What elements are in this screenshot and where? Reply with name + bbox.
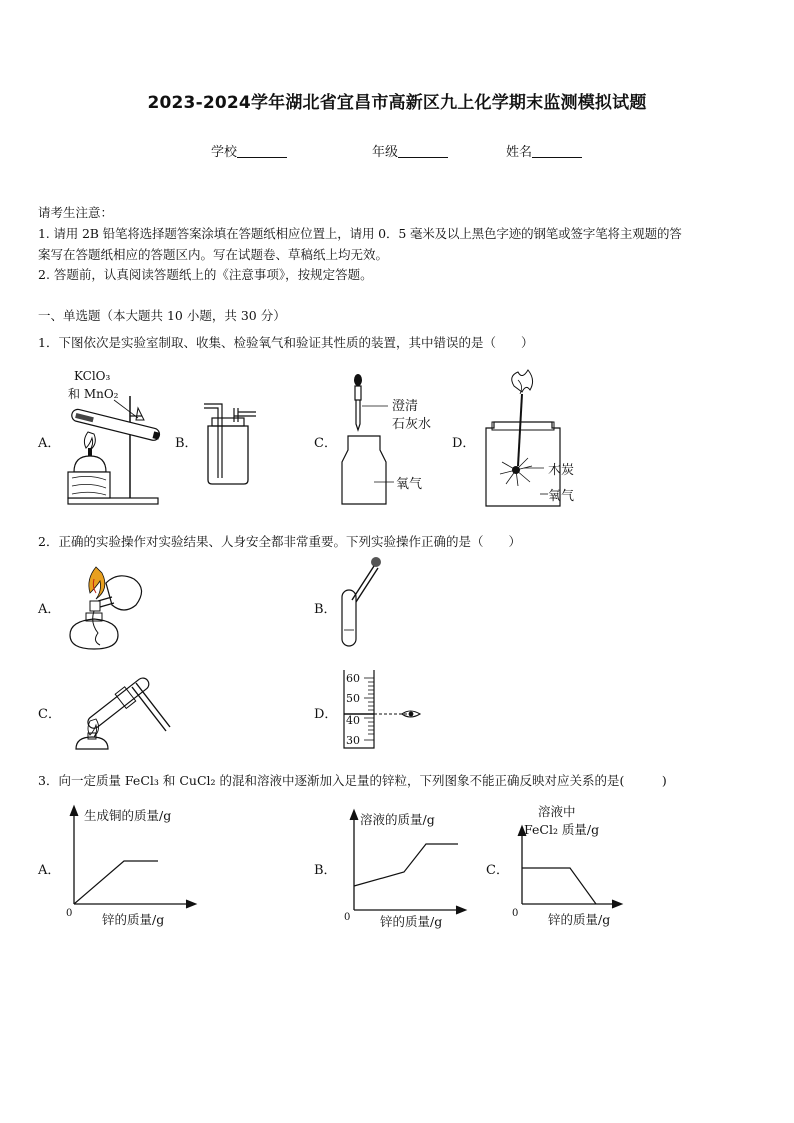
q2-d-tick-50: 50: [346, 692, 360, 705]
q3-b-curve: [354, 844, 458, 886]
q3-a-xlabel: 锌的质量/g: [102, 912, 165, 927]
q1-d-label-2: 氧气: [548, 489, 575, 504]
q2-b-dropper-tube-figure: [336, 556, 386, 656]
q1-c-label-3: 氧气: [396, 477, 423, 492]
q1-option-c[interactable]: C．: [314, 436, 337, 451]
q1-option-d[interactable]: D．: [452, 436, 476, 451]
section-heading: 一、单选题（本大题共 10 小题，共 30 分）: [38, 308, 286, 323]
q3-b-origin: 0: [344, 912, 351, 923]
q3-a-curve: [74, 861, 158, 904]
y-axis-arrow-icon: [70, 806, 78, 816]
q1-c-label-2: 石灰水: [392, 417, 432, 432]
x-axis-arrow-icon: [456, 906, 466, 914]
school-label: 学校: [211, 145, 238, 160]
q3-option-b[interactable]: B．: [314, 863, 337, 878]
page-title: 2023-2024学年湖北省宜昌市高新区九上化学期末监测模拟试题: [147, 93, 647, 113]
q1-option-a[interactable]: A．: [38, 436, 61, 451]
name-label: 姓名: [506, 145, 533, 160]
notice-line-1: 1. 请用 2B 铅笔将选择题答案涂填在答题纸相应位置上，请用 0．5 毫米及以上黑色字迹的钢笔或签字笔将主观题的答: [38, 226, 682, 241]
q3-c-xlabel: 锌的质量/g: [548, 912, 611, 927]
x-axis-arrow-icon: [612, 900, 622, 908]
grade-label: 年级: [372, 145, 399, 160]
school-field[interactable]: [211, 141, 287, 160]
q2-d-graduated-cylinder-figure: [340, 668, 430, 752]
q2-option-d[interactable]: D．: [314, 707, 338, 722]
q3-c-origin: 0: [512, 908, 519, 919]
q3-c-curve: [522, 868, 596, 904]
notice-line-2: 案写在答题纸相应的答题区内。写在试题卷、草稿纸上均无效。: [38, 247, 389, 262]
school-blank[interactable]: [237, 144, 287, 158]
q3-b-solution-mass-graph: [342, 806, 472, 934]
grade-blank[interactable]: [398, 144, 448, 158]
q1-b-collecting-bottle-figure: [198, 398, 258, 488]
q3-c-fecl2-mass-graph: [510, 800, 630, 930]
q2-option-b[interactable]: B．: [314, 602, 337, 617]
q1-d-label-1: 木炭: [548, 463, 575, 478]
q1-option-b[interactable]: B．: [175, 436, 198, 451]
q3-stem: 3．向一定质量 FeCl₃ 和 CuCl₂ 的混和溶液中逐渐加入足量的锌粒，下列图象不能正确反映对应关系的是( ): [38, 773, 667, 788]
x-axis-arrow-icon: [186, 900, 196, 908]
q2-c-heating-tube-figure: [66, 665, 176, 757]
name-field[interactable]: [506, 141, 582, 160]
q2-stem: 2．正确的实验操作对实验结果、人身安全都非常重要。下列实验操作正确的是（ ）: [38, 534, 521, 549]
q3-b-xlabel: 锌的质量/g: [380, 914, 443, 929]
q1-a-heating-apparatus-figure: [60, 368, 170, 510]
y-axis-arrow-icon: [350, 810, 358, 820]
q1-c-label-1: 澄清: [392, 399, 419, 414]
q3-a-origin: 0: [66, 908, 73, 919]
q1-d-charcoal-bottle-figure: [478, 366, 598, 512]
q2-d-tick-30: 30: [346, 734, 360, 747]
notice-heading: 请考生注意：: [38, 205, 114, 220]
q3-c-ylabel-2: FeCl₂ 质量/g: [524, 822, 600, 837]
q1-a-reagent-2: 和 MnO₂: [68, 387, 119, 401]
q1-c-dropper-bottle-figure: [338, 372, 448, 510]
q1-a-reagent-1: KClO₃: [74, 369, 111, 383]
grade-field[interactable]: [372, 141, 448, 160]
q2-option-c[interactable]: C．: [38, 707, 61, 722]
q2-a-lamp-lighting-figure: [62, 563, 158, 657]
q3-a-ylabel: 生成铜的质量/g: [84, 808, 172, 823]
q3-b-ylabel: 溶液的质量/g: [360, 812, 435, 827]
q2-d-tick-40: 40: [346, 714, 360, 727]
q2-option-a[interactable]: A．: [38, 602, 61, 617]
q3-option-c[interactable]: C．: [486, 863, 509, 878]
name-blank[interactable]: [532, 144, 582, 158]
notice-line-3: 2. 答题前，认真阅读答题纸上的《注意事项》，按规定答题。: [38, 267, 373, 282]
q1-stem: 1．下图依次是实验室制取、收集、检验氧气和验证其性质的装置，其中错误的是（ ）: [38, 335, 534, 350]
q2-d-tick-60: 60: [346, 672, 360, 685]
q3-option-a[interactable]: A．: [38, 863, 61, 878]
q3-a-copper-mass-graph: [62, 804, 202, 932]
q3-c-ylabel-1: 溶液中: [538, 804, 576, 819]
